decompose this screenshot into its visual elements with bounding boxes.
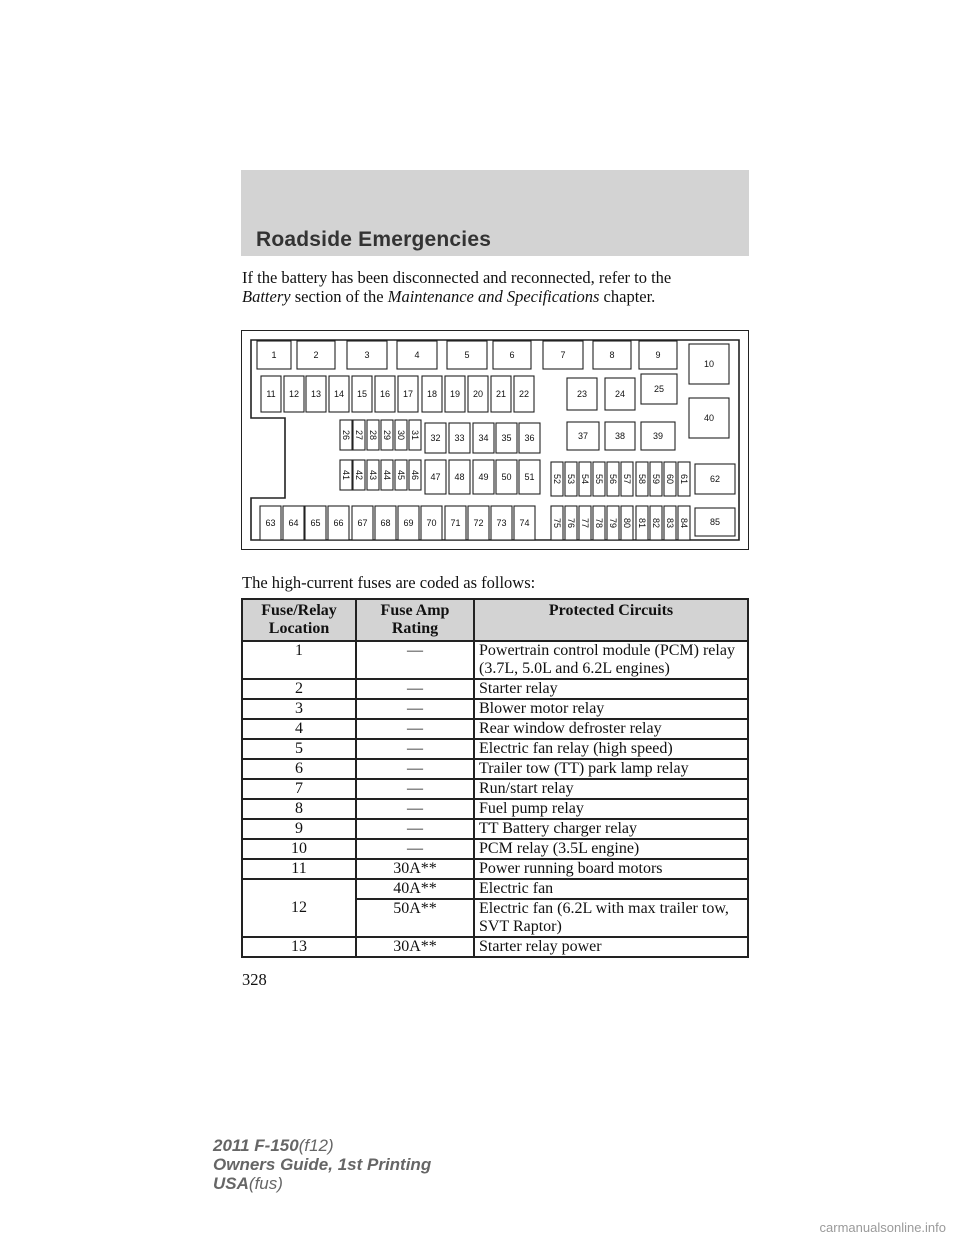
fuse-label: 9 — [655, 350, 661, 360]
fuse-label: 2 — [313, 350, 319, 360]
cell-circuit: Electric fan — [474, 879, 748, 899]
fuse-slot — [496, 460, 517, 494]
chapter-reference: Maintenance and Specifications — [387, 287, 600, 306]
fuse-label: 30 — [396, 429, 406, 441]
fuse-slot — [425, 423, 446, 453]
fuse-slot — [473, 460, 494, 494]
fuse-slot — [395, 420, 407, 450]
fuse-slot — [257, 341, 291, 369]
cell-circuit: Run/start relay — [474, 779, 748, 799]
fuse-label: 4 — [414, 350, 420, 360]
cell-rating: — — [356, 699, 474, 719]
fuse-label: 77 — [580, 517, 590, 529]
fuse-label: 74 — [519, 518, 530, 528]
fuse-slot — [473, 423, 494, 453]
fuse-label: 58 — [637, 473, 647, 485]
fuse-label: 78 — [594, 517, 604, 529]
fuse-label: 83 — [665, 517, 675, 529]
fuse-label: 25 — [653, 384, 665, 394]
fuse-label: 29 — [382, 429, 392, 441]
fuse-slot — [567, 378, 597, 410]
fuse-slot — [607, 506, 619, 540]
fuse-label: 54 — [580, 473, 590, 485]
fuse-label: 3 — [364, 350, 370, 360]
cell-rating: — — [356, 799, 474, 819]
fuse-slot — [421, 506, 442, 540]
table-row — [242, 699, 748, 719]
fuse-slot — [519, 423, 540, 453]
fuse-slot — [283, 506, 304, 540]
fuse-label: 28 — [368, 429, 378, 441]
cell-circuit: Powertrain control module (PCM) relay (3.7L, 5.0L and 6.2L engines) — [474, 641, 748, 679]
cell-circuit: TT Battery charger relay — [474, 819, 748, 839]
fuse-label: 65 — [310, 518, 321, 528]
fuse-label: 67 — [357, 518, 368, 528]
fuse-label: 53 — [566, 473, 576, 485]
fuse-label: 34 — [478, 433, 489, 443]
fuse-label: 6 — [509, 350, 515, 360]
fuse-label: 81 — [637, 517, 647, 529]
cell-rating: 40A** — [356, 879, 474, 899]
fuse-label: 57 — [622, 473, 632, 485]
fuse-label: 35 — [501, 433, 512, 443]
fuse-label: 60 — [665, 473, 675, 485]
footer — [213, 1136, 431, 1193]
cell-location: 9 — [242, 819, 356, 839]
fuse-label: 15 — [356, 389, 368, 399]
cell-rating: 30A** — [356, 937, 474, 957]
fuse-slot — [565, 506, 577, 540]
fuse-label: 17 — [402, 389, 414, 399]
fuse-slot — [395, 460, 407, 490]
cell-location: 1 — [242, 641, 356, 679]
fuse-slot — [621, 462, 633, 496]
fuse-slot — [543, 341, 583, 369]
table-row — [242, 679, 748, 699]
fuse-slot — [284, 376, 304, 412]
fuse-slot — [449, 460, 470, 494]
cell-location: 10 — [242, 839, 356, 859]
fuse-label: 49 — [478, 472, 489, 482]
fuse-slot — [579, 462, 591, 496]
fuse-slot — [352, 506, 373, 540]
fuse-label: 39 — [652, 431, 664, 441]
fuse-slot — [567, 422, 599, 450]
fuse-label: 44 — [382, 469, 392, 481]
cell-circuit: Starter relay — [474, 679, 748, 699]
fuse-label: 59 — [651, 473, 661, 485]
fuse-label: 38 — [614, 431, 626, 441]
fuse-label: 84 — [679, 517, 689, 529]
cell-circuit: PCM relay (3.5L engine) — [474, 839, 748, 859]
fuse-slot — [381, 460, 393, 490]
cell-rating: — — [356, 719, 474, 739]
fuse-label: 70 — [426, 518, 437, 528]
fuse-label: 37 — [577, 431, 589, 441]
fuse-slot — [328, 506, 349, 540]
fuse-box-diagram — [241, 330, 749, 550]
table-row — [242, 719, 748, 739]
cell-circuit: Electric fan (6.2L with max trailer tow, SVT Raptor) — [474, 899, 748, 937]
header-location: Fuse/Relay Location — [242, 599, 356, 641]
fuse-slot — [409, 460, 421, 490]
fuse-label: 61 — [679, 473, 689, 485]
table-row — [242, 779, 748, 799]
fuse-label: 52 — [552, 473, 562, 485]
fuse-slot — [491, 506, 512, 540]
cell-rating: — — [356, 641, 474, 679]
cell-location: 3 — [242, 699, 356, 719]
fuse-slot — [593, 341, 631, 369]
fuse-slot — [689, 398, 729, 438]
fuse-slot — [551, 462, 563, 496]
fuse-slot — [340, 420, 352, 450]
fuse-slot — [306, 376, 326, 412]
table-row — [242, 839, 748, 859]
fuse-slot — [422, 376, 442, 412]
fuse-slot — [689, 344, 729, 384]
fuse-label: 43 — [368, 469, 378, 481]
cell-circuit: Starter relay power — [474, 937, 748, 957]
fuse-slot — [678, 506, 690, 540]
fuse-slot — [297, 341, 335, 369]
fuse-label: 14 — [333, 389, 345, 399]
fuse-slot — [353, 420, 365, 450]
fuse-slot — [639, 341, 677, 369]
fuse-label: 23 — [576, 389, 588, 399]
fuse-slot — [260, 506, 281, 540]
fuse-label: 32 — [430, 433, 441, 443]
header-circuits: Protected Circuits — [474, 599, 748, 641]
fuse-slot — [664, 462, 676, 496]
intro-text-3: chapter. — [603, 287, 656, 306]
fuse-label: 56 — [608, 473, 618, 485]
fuse-label: 24 — [614, 389, 626, 399]
cell-rating: — — [356, 839, 474, 859]
fuse-slot — [695, 508, 735, 536]
fuse-slot — [514, 376, 534, 412]
table-row — [242, 879, 748, 899]
fuse-label: 82 — [651, 517, 661, 529]
table-row — [242, 937, 748, 957]
fuse-slot — [445, 506, 466, 540]
fuse-slot — [593, 462, 605, 496]
fuse-label: 12 — [288, 389, 300, 399]
fuse-label: 69 — [403, 518, 414, 528]
table-row — [242, 859, 748, 879]
fuse-slot — [636, 462, 648, 496]
fuse-label: 73 — [496, 518, 507, 528]
fuse-slot — [695, 464, 735, 494]
fuse-slot — [519, 460, 540, 494]
fuse-label: 1 — [271, 350, 277, 360]
cell-rating: 30A** — [356, 859, 474, 879]
fuse-label: 48 — [454, 472, 465, 482]
intro-text-2: section of the — [294, 287, 384, 306]
fuse-slot — [565, 462, 577, 496]
cell-location: 13 — [242, 937, 356, 957]
fuse-label: 80 — [622, 517, 632, 529]
fuse-label: 47 — [430, 472, 441, 482]
cell-circuit: Fuel pump relay — [474, 799, 748, 819]
fuse-label: 85 — [709, 517, 721, 527]
fuse-table — [241, 598, 749, 958]
fuse-label: 64 — [288, 518, 299, 528]
fuse-label: 72 — [473, 518, 484, 528]
fuse-label: 55 — [594, 473, 604, 485]
fuse-label: 7 — [560, 350, 566, 360]
fuse-slot — [398, 506, 419, 540]
footer-region-code: (fus) — [248, 1174, 283, 1193]
fuse-label: 62 — [709, 474, 721, 484]
fuse-label: 33 — [454, 433, 465, 443]
cell-location: 11 — [242, 859, 356, 879]
fuse-slot — [409, 420, 421, 450]
fuse-slot — [621, 506, 633, 540]
cell-circuit: Power running board motors — [474, 859, 748, 879]
fuse-slot — [650, 462, 662, 496]
fuse-label: 8 — [609, 350, 615, 360]
fuse-slot — [397, 341, 437, 369]
table-caption: The high-current fuses are coded as follows: — [242, 573, 536, 592]
fuse-slot — [678, 462, 690, 496]
fuse-slot — [493, 341, 531, 369]
cell-rating: — — [356, 779, 474, 799]
fuse-label: 76 — [566, 517, 576, 529]
fuse-label: 16 — [379, 389, 391, 399]
fuse-label: 36 — [524, 433, 535, 443]
fuse-slot — [445, 376, 465, 412]
table-header-row — [242, 599, 748, 641]
cell-location: 6 — [242, 759, 356, 779]
table-row — [242, 799, 748, 819]
cell-circuit: Electric fan relay (high speed) — [474, 739, 748, 759]
fuse-slot — [261, 376, 281, 412]
fuse-slot — [605, 422, 635, 450]
cell-circuit: Trailer tow (TT) park lamp relay — [474, 759, 748, 779]
fuse-slot — [340, 460, 352, 490]
footer-model-code: (f12) — [298, 1136, 334, 1155]
fuse-label: 5 — [464, 350, 470, 360]
fuse-label: 42 — [354, 469, 364, 481]
cell-location: 12 — [242, 879, 356, 937]
table-row — [242, 759, 748, 779]
fuse-slot — [375, 376, 395, 412]
footer-region: USA — [213, 1174, 249, 1193]
fuse-slot — [305, 506, 326, 540]
fuse-slot — [551, 506, 563, 540]
fuse-label: 71 — [450, 518, 461, 528]
fuse-slot — [636, 506, 648, 540]
fuse-slot — [425, 460, 446, 494]
cell-rating: — — [356, 819, 474, 839]
fuse-label: 20 — [472, 389, 484, 399]
cell-location: 8 — [242, 799, 356, 819]
section-title: Roadside Emergencies — [256, 228, 492, 251]
fuse-slot — [447, 341, 487, 369]
fuse-label: 68 — [380, 518, 391, 528]
fuse-slot — [491, 376, 511, 412]
fuse-label: 22 — [518, 389, 530, 399]
fuse-label: 66 — [333, 518, 344, 528]
fuse-label: 75 — [552, 517, 562, 529]
fuse-slot — [353, 460, 365, 490]
cell-circuit: Blower motor relay — [474, 699, 748, 719]
fuse-label: 63 — [265, 518, 276, 528]
header-rating: Fuse Amp Rating — [356, 599, 474, 641]
fuse-slot — [605, 378, 635, 410]
table-row — [242, 739, 748, 759]
fuse-slot — [381, 420, 393, 450]
fuse-slot — [347, 341, 387, 369]
fuse-label: 26 — [341, 429, 351, 441]
cell-location: 2 — [242, 679, 356, 699]
cell-rating: — — [356, 759, 474, 779]
fuse-slot — [579, 506, 591, 540]
fuse-slot — [468, 506, 489, 540]
cell-rating: — — [356, 739, 474, 759]
fuse-label: 11 — [266, 389, 276, 399]
fuse-slot — [664, 506, 676, 540]
table-row — [242, 641, 748, 679]
intro-text-1: If the battery has been disconnected and reconnected, refer to the — [242, 268, 672, 287]
fuse-label: 45 — [396, 469, 406, 481]
fuse-slot — [496, 423, 517, 453]
fuse-slot — [641, 422, 675, 450]
footer-model: 2011 F-150 — [213, 1136, 299, 1155]
fuse-label: 31 — [410, 429, 420, 441]
fuse-label: 50 — [501, 472, 512, 482]
fuse-slot — [367, 460, 379, 490]
fuse-slot — [468, 376, 488, 412]
fuse-label: 19 — [449, 389, 461, 399]
fuse-slot — [641, 374, 677, 404]
cell-rating: 50A** — [356, 899, 474, 937]
fuse-label: 10 — [703, 359, 715, 369]
fuse-label: 51 — [524, 472, 535, 482]
fuse-slot — [607, 462, 619, 496]
fuse-label: 21 — [495, 389, 507, 399]
cell-rating: — — [356, 679, 474, 699]
fuse-label: 27 — [354, 429, 364, 441]
cell-circuit: Rear window defroster relay — [474, 719, 748, 739]
fuse-label: 41 — [341, 469, 351, 481]
watermark: carmanualsonline.info — [819, 1220, 946, 1235]
cell-location: 4 — [242, 719, 356, 739]
battery-reference: Battery — [242, 287, 291, 306]
fuse-slot — [329, 376, 349, 412]
fuse-slot — [398, 376, 418, 412]
intro-paragraph — [242, 268, 762, 306]
fuse-label: 13 — [310, 389, 322, 399]
fuse-slot — [593, 506, 605, 540]
fuse-slot — [352, 376, 372, 412]
footer-guide: Owners Guide, 1st Printing — [213, 1155, 432, 1174]
fuse-label: 40 — [703, 413, 715, 423]
cell-location: 7 — [242, 779, 356, 799]
fuse-slot — [514, 506, 535, 540]
fuse-label: 79 — [608, 517, 618, 529]
fuse-slot — [367, 420, 379, 450]
fuse-label: 46 — [410, 469, 420, 481]
fuse-slot — [375, 506, 396, 540]
fuse-slot — [449, 423, 470, 453]
fuse-label: 18 — [426, 389, 438, 399]
fuse-slot — [650, 506, 662, 540]
cell-location: 5 — [242, 739, 356, 759]
table-row — [242, 819, 748, 839]
page-number: 328 — [242, 970, 267, 989]
